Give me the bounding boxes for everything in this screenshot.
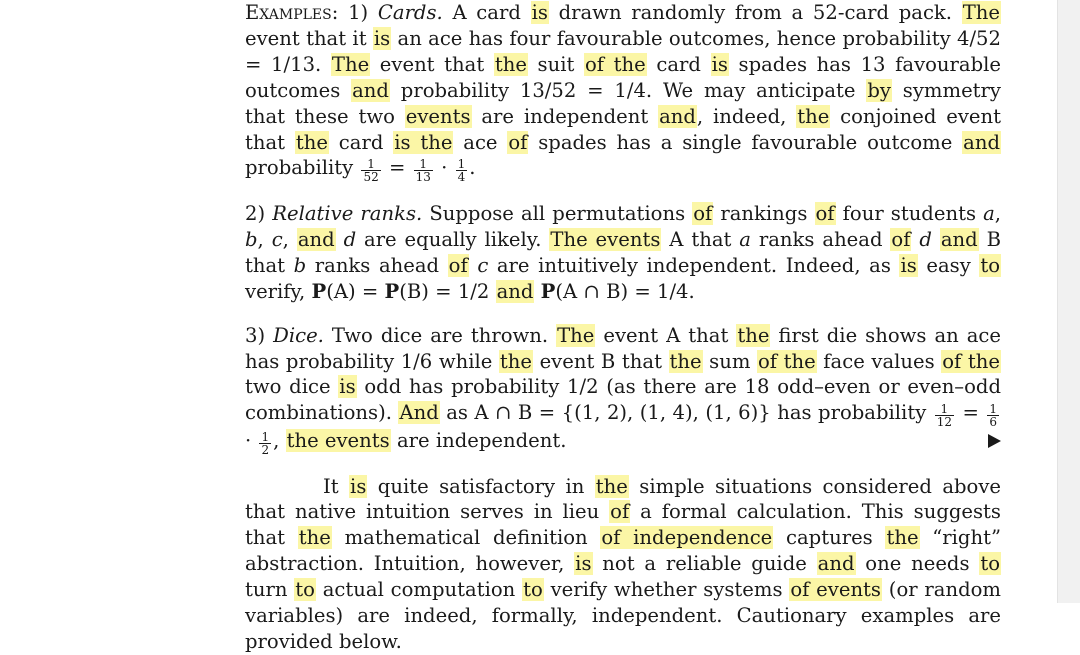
fraction: $\frac{1}{13}$ xyxy=(415,157,431,185)
scrollbar-track[interactable] xyxy=(1057,0,1080,603)
fraction: $\frac{1}{4}$ xyxy=(457,157,466,185)
example-relative-ranks-paragraph: 2) Relative ranks. Suppose all permutations of rankings of four students a, b, c, and d are equally likely. The events A that a ranks ahead of d and B that b ranks ahead of c are intuitively independent. Indeed, as is easy to verify, P(A) = P(B) = 1/2 and P(A ∩ B) = 1/4. xyxy=(245,202,1002,303)
fraction: $\frac{1}{12}$ xyxy=(936,401,953,429)
example-title: Cards. xyxy=(377,1,443,24)
fraction: $\frac{1}{2}$ xyxy=(261,429,270,457)
discussion-paragraph: It is quite satisfactory in the simple situations considered above that native intuition serves in lieu of a formal calculation. This suggests that the mathematical definition of independence captures the “right” abstraction. Intuition, however, is not a reliable guide and one needs to turn to actual computation to verify whether systems of events (or random variables) are indeed, formally, independent. Cautionary examples are provided below. xyxy=(245,474,1001,653)
fraction: $\frac{1}{6}$ xyxy=(989,401,998,429)
examples-heading: Examples: xyxy=(245,1,339,24)
end-of-example-marker-icon xyxy=(988,434,1001,448)
fraction: $\frac{1}{52}$ xyxy=(363,157,379,185)
example-cards-paragraph: Examples: 1) Cards. A card is drawn randomly from a 52-card pack. The event that it is an ace has four favourable outcomes, hence probability 4/52 = 1/13. The event that the suit of the card is spades has 13 favourable outcomes and probability 13/52 = 1/4. We may anticipate by symmetry that these two events are independent and, indeed, the conjoined event that the card is the ace of spades has a single favourable outcome and probability $\frac{1}{52}$ = $\frac{1}{13}$ · $\frac{1}{4}$ . xyxy=(245,1,1002,185)
example-title: Dice. xyxy=(273,323,324,347)
example-title: Relative ranks. xyxy=(272,202,423,226)
example-dice-paragraph: 3) Dice. Two dice are thrown. The event A that the first die shows an ace has probability 1/6 while the event B that the sum of the face values of the two dice is odd has probability 1/2 (as there are 18 odd–even or even–odd combinations). And as A ∩ B = {(1, 2), (1, 4), (1, 6)} has probability $\frac{1}{12}$ = $\frac{1}{6}$ · $\frac{1}{2}$ , the events are independent. xyxy=(245,323,1001,457)
document-page xyxy=(245,0,1001,655)
